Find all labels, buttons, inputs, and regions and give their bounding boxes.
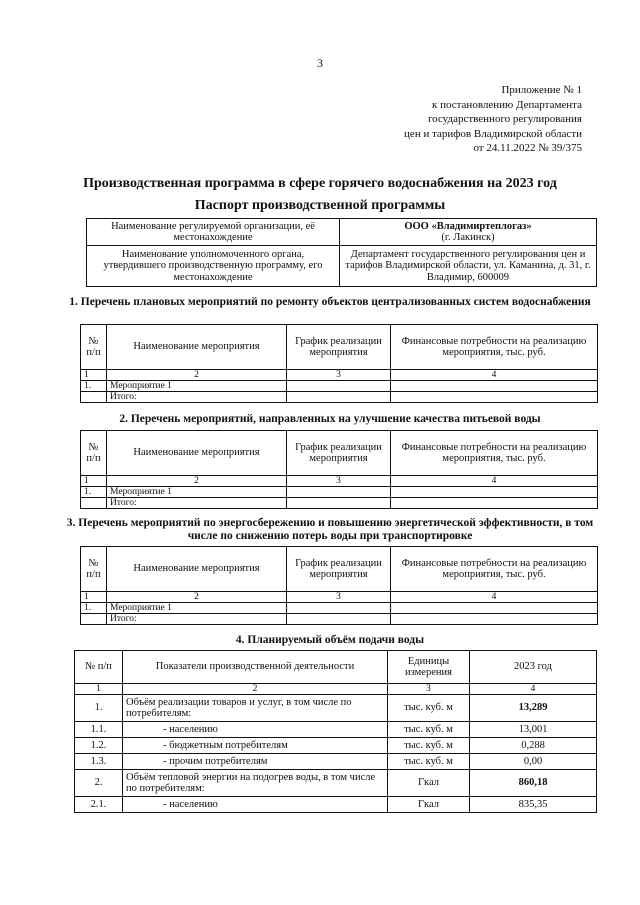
table-row [81,487,598,498]
row-finance [391,487,598,498]
row-value: 860,18 [470,770,597,797]
index-cell: 2 [107,592,287,603]
row-indicator: - населению [123,797,388,813]
index-cell: 3 [287,592,391,603]
header-num: № п/п [81,431,107,476]
row-num: 1. [75,695,123,722]
row-num [81,498,107,509]
organization-name: ООО «Владимиртеплогаз» [404,220,532,232]
index-cell: 4 [391,476,598,487]
row-finance [391,614,598,625]
appendix-block [342,83,582,156]
section-1-heading: 1. Перечень плановых мероприятий по ремонту объектов централизованных систем водоснабжения [69,296,591,308]
row-indicator: Объём реализации товаров и услуг, в том числе по потребителям: [123,695,388,722]
section-2-table [80,430,598,509]
header-finance: Финансовые потребности на реализацию мероприятия, тыс. руб. [391,325,598,370]
total-row [81,498,598,509]
row-unit: тыс. куб. м [388,722,470,738]
row-unit: тыс. куб. м [388,754,470,770]
index-row [81,592,598,603]
header-unit: Единицы измерения [388,651,470,684]
row-indicator: - бюджетным потребителям [123,738,388,754]
row-schedule [287,498,391,509]
header-name: Наименование мероприятия [107,325,287,370]
appendix-line: от 24.11.2022 № 39/375 [473,142,582,154]
organization-location: (г. Лакинск) [441,232,495,243]
row-schedule [287,614,391,625]
document-subtitle: Паспорт производственной программы [194,198,446,213]
passport-value: Департамент государственного регулирования цен и тарифов Владимирской области, ул. Каманина, д. 31, г. Владимир, 600009 [340,246,597,287]
row-value: 835,35 [470,797,597,813]
table-row [81,381,598,392]
index-cell: 3 [287,370,391,381]
appendix-line: к постановлению Департамента [431,98,582,111]
row-num [81,614,107,625]
index-cell: 4 [391,592,598,603]
section-3-table [80,546,598,625]
header-indicator: Показатели производственной деятельности [123,651,388,684]
appendix-line: Приложение № 1 [501,84,582,96]
table-row [81,603,598,614]
table-row [75,754,597,770]
index-cell: 1 [75,684,123,695]
table-header-row [75,651,597,684]
index-row [81,370,598,381]
row-num: 1.2. [75,738,123,754]
row-finance [391,603,598,614]
table-header-row [81,325,598,370]
passport-label: Наименование уполномоченного органа, утвердившего производственную программу, его местонахождение [87,246,340,287]
total-row [81,614,598,625]
table-header-row [81,547,598,592]
section-1-table [80,324,598,403]
table-row [75,738,597,754]
index-row [81,476,598,487]
row-schedule [287,381,391,392]
total-label: Итого: [107,614,287,625]
row-finance [391,381,598,392]
row-value: 0,288 [470,738,597,754]
total-label: Итого: [107,392,287,403]
row-unit: Гкал [388,770,470,797]
row-unit: тыс. куб. м [388,695,470,722]
table-row [75,797,597,813]
index-cell: 1 [81,476,107,487]
header-finance: Финансовые потребности на реализацию мероприятия, тыс. руб. [391,547,598,592]
row-value: 0,00 [470,754,597,770]
total-row [81,392,598,403]
row-num: 1. [81,487,107,498]
row-finance [391,498,598,509]
document-title: Производственная программа в сфере горячего водоснабжения на 2023 год [83,176,557,191]
passport-label: Наименование регулируемой организации, её местонахождение [87,219,340,246]
index-cell: 4 [391,370,598,381]
row-schedule [287,392,391,403]
row-name: Мероприятие 1 [107,603,287,614]
table-header-row [81,431,598,476]
row-indicator: Объём тепловой энергии на подогрев воды, в том числе по потребителям: [123,770,388,797]
passport-row [87,219,597,246]
index-cell: 2 [123,684,388,695]
table-row [75,770,597,797]
index-row [75,684,597,695]
row-name: Мероприятие 1 [107,381,287,392]
passport-value [340,219,597,246]
row-num: 1. [81,381,107,392]
row-unit: тыс. куб. м [388,738,470,754]
section-4-heading: 4. Планируемый объём подачи воды [235,634,425,646]
table-row [75,695,597,722]
row-num: 2. [75,770,123,797]
row-schedule [287,487,391,498]
row-unit: Гкал [388,797,470,813]
index-cell: 3 [287,476,391,487]
header-name: Наименование мероприятия [107,547,287,592]
table-row [75,722,597,738]
appendix-line: цен и тарифов Владимирской области [404,127,582,140]
index-cell: 1 [81,592,107,603]
row-num: 1.1. [75,722,123,738]
row-indicator: - прочим потребителям [123,754,388,770]
row-num: 1. [81,603,107,614]
header-num: № п/п [81,325,107,370]
index-cell: 1 [81,370,107,381]
volume-table [74,650,597,813]
index-cell: 4 [470,684,597,695]
header-num: № п/п [75,651,123,684]
header-name: Наименование мероприятия [107,431,287,476]
header-num: № п/п [81,547,107,592]
row-schedule [287,603,391,614]
row-finance [391,392,598,403]
page-number: 3 [317,56,323,70]
index-cell: 3 [388,684,470,695]
section-3-heading: 3. Перечень мероприятий по энергосбережению и повышению энергетической эффективности, в том числе по снижению потерь воды при транспортировке [66,517,594,542]
row-num: 2.1. [75,797,123,813]
total-label: Итого: [107,498,287,509]
passport-table [86,218,597,287]
passport-row [87,246,597,287]
row-value: 13,289 [470,695,597,722]
header-schedule: График реализации мероприятия [287,325,391,370]
row-num: 1.3. [75,754,123,770]
header-schedule: График реализации мероприятия [287,431,391,476]
index-cell: 2 [107,370,287,381]
row-name: Мероприятие 1 [107,487,287,498]
index-cell: 2 [107,476,287,487]
header-schedule: График реализации мероприятия [287,547,391,592]
row-value: 13,001 [470,722,597,738]
header-finance: Финансовые потребности на реализацию мероприятия, тыс. руб. [391,431,598,476]
header-year: 2023 год [470,651,597,684]
row-num [81,392,107,403]
row-indicator: - населению [123,722,388,738]
appendix-line: государственного регулирования [427,113,582,125]
section-2-heading: 2. Перечень мероприятий, направленных на улучшение качества питьевой воды [119,413,541,425]
